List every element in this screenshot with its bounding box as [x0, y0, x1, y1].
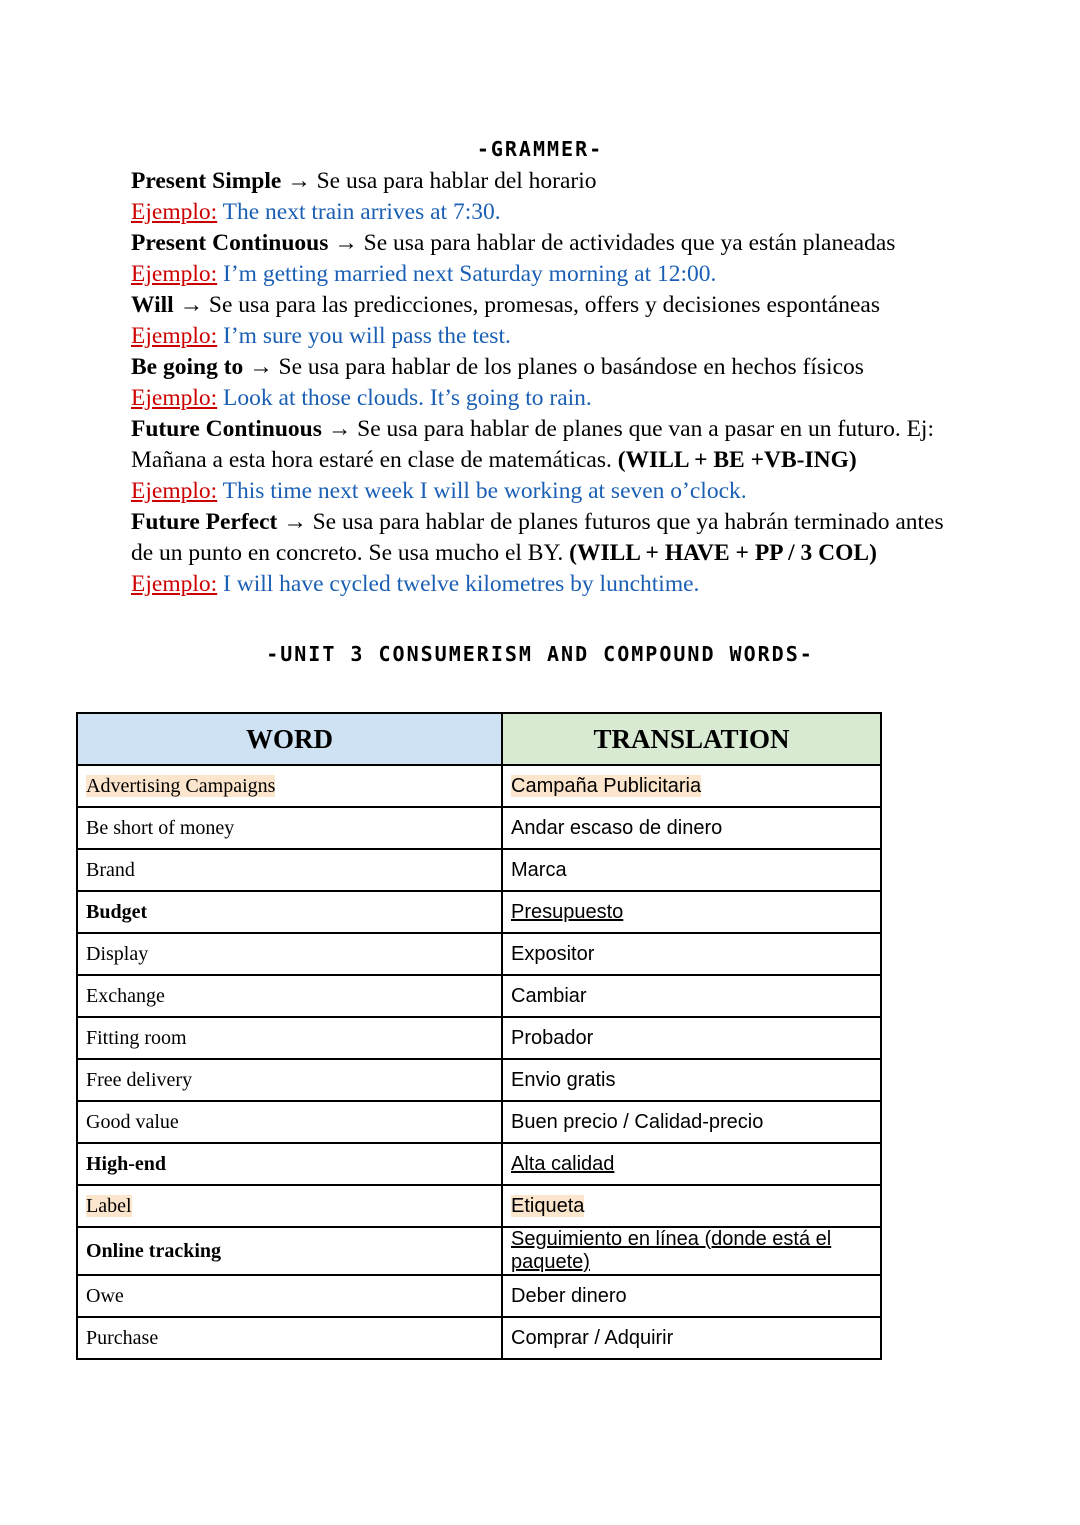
grammar-desc: Se usa para hablar del horario	[316, 168, 597, 194]
translation-cell	[502, 765, 881, 807]
word-cell	[77, 1227, 502, 1275]
word-text: Free delivery	[86, 1068, 193, 1091]
word-cell	[77, 891, 502, 933]
arrow-icon: →	[287, 168, 311, 194]
translation-text: Expositor	[511, 942, 595, 965]
grammar-term: Be going to	[131, 354, 244, 380]
grammar-example	[131, 569, 961, 600]
translation-cell	[502, 1227, 881, 1275]
word-text: Owe	[86, 1284, 124, 1307]
word-cell	[77, 1185, 502, 1227]
grammar-rule	[131, 290, 961, 321]
grammar-term: Future Perfect	[131, 509, 278, 535]
example-label: Ejemplo:	[131, 323, 218, 349]
translation-cell	[502, 1317, 881, 1359]
grammar-desc: Se usa para hablar de planes que van a pasar en un futuro. Ej: Mañana a esta hora estaré en clase de matemáticas.	[131, 416, 934, 473]
grammar-term: Will	[131, 292, 174, 318]
translation-text: Comprar / Adquirir	[511, 1326, 674, 1349]
table-row	[77, 891, 881, 933]
word-text: Online tracking	[86, 1239, 222, 1262]
grammar-rule	[131, 507, 961, 569]
grammar-rule	[131, 352, 961, 383]
word-cell	[77, 807, 502, 849]
translation-cell	[502, 891, 881, 933]
table-row	[77, 765, 881, 807]
translation-cell	[502, 1059, 881, 1101]
word-cell	[77, 933, 502, 975]
example-text: This time next week I will be working at seven o’clock.	[222, 478, 747, 504]
word-cell	[77, 1143, 502, 1185]
column-header-translation: TRANSLATION	[502, 713, 881, 765]
table-row	[77, 1059, 881, 1101]
arrow-icon: →	[334, 230, 358, 256]
arrow-icon: →	[283, 509, 307, 535]
table-row	[77, 849, 881, 891]
example-label: Ejemplo:	[131, 385, 218, 411]
grammar-section	[131, 166, 961, 600]
translation-text: Presupuesto	[511, 900, 624, 923]
grammar-rule	[131, 228, 961, 259]
grammar-example	[131, 383, 961, 414]
table-row	[77, 1185, 881, 1227]
grammar-example	[131, 197, 961, 228]
translation-cell	[502, 933, 881, 975]
grammar-example	[131, 259, 961, 290]
translation-cell	[502, 975, 881, 1017]
grammar-desc: Se usa para hablar de actividades que ya están planeadas	[363, 230, 896, 256]
column-header-word: WORD	[77, 713, 502, 765]
grammar-term: Present Continuous	[131, 230, 329, 256]
word-cell	[77, 975, 502, 1017]
grammar-heading: -GRAMMER-	[476, 137, 604, 161]
word-text: Budget	[86, 900, 148, 923]
table-row	[77, 933, 881, 975]
word-cell	[77, 1275, 502, 1317]
translation-text: Deber dinero	[511, 1284, 627, 1307]
translation-cell	[502, 1185, 881, 1227]
grammar-example	[131, 321, 961, 352]
example-label: Ejemplo:	[131, 199, 218, 225]
vocabulary-table	[76, 712, 882, 1360]
grammar-desc: Se usa para hablar de los planes o basándose en hechos físicos	[278, 354, 864, 380]
word-text: Brand	[86, 858, 135, 881]
word-text: Be short of money	[86, 816, 235, 839]
translation-cell	[502, 1143, 881, 1185]
table-row	[77, 1143, 881, 1185]
translation-text: Seguimiento en línea (donde está el paquete)	[511, 1228, 832, 1273]
word-cell	[77, 1017, 502, 1059]
translation-cell	[502, 807, 881, 849]
arrow-icon: →	[249, 354, 273, 380]
translation-text: Envio gratis	[511, 1068, 616, 1091]
translation-text: Buen precio / Calidad-precio	[511, 1110, 764, 1133]
example-text: The next train arrives at 7:30.	[222, 199, 501, 225]
arrow-icon: →	[179, 292, 204, 318]
translation-cell	[502, 1017, 881, 1059]
translation-text: Campaña Publicitaria	[511, 774, 702, 797]
table-row	[77, 807, 881, 849]
table-row	[77, 1017, 881, 1059]
translation-text: Cambiar	[511, 984, 587, 1007]
word-cell	[77, 1059, 502, 1101]
grammar-rule	[131, 414, 961, 476]
word-text: Display	[86, 942, 149, 965]
word-text: Fitting room	[86, 1026, 187, 1049]
arrow-icon: →	[327, 416, 352, 442]
example-text: Look at those clouds. It’s going to rain.	[223, 385, 592, 411]
word-text: Good value	[86, 1110, 179, 1133]
grammar-rule	[131, 166, 961, 197]
word-text: Exchange	[86, 984, 165, 1007]
translation-text: Marca	[511, 858, 567, 881]
word-text: High-end	[86, 1152, 167, 1175]
table-row	[77, 1101, 881, 1143]
example-text: I will have cycled twelve kilometres by lunchtime.	[223, 571, 700, 597]
word-cell	[77, 765, 502, 807]
translation-cell	[502, 1275, 881, 1317]
grammar-formula: (WILL + HAVE + PP / 3 COL)	[569, 540, 877, 566]
grammar-desc: Se usa para hablar de planes futuros que ya habrán terminado antes de un punto en concreto. Se usa mucho el BY.	[131, 509, 944, 566]
translation-cell	[502, 849, 881, 891]
example-label: Ejemplo:	[131, 261, 218, 287]
translation-cell	[502, 1101, 881, 1143]
example-label: Ejemplo:	[131, 478, 218, 504]
table-header-row	[77, 713, 881, 765]
word-text: Advertising Campaigns	[86, 774, 276, 797]
word-text: Purchase	[86, 1326, 159, 1349]
example-label: Ejemplo:	[131, 571, 218, 597]
table-row	[77, 1275, 881, 1317]
grammar-term: Present Simple	[131, 168, 282, 194]
table-row	[77, 975, 881, 1017]
grammar-desc: Se usa para las predicciones, promesas, offers y decisiones espontáneas	[208, 292, 880, 318]
translation-text: Andar escaso de dinero	[511, 816, 723, 839]
table-row	[77, 1317, 881, 1359]
example-text: I’m sure you will pass the test.	[223, 323, 511, 349]
example-text: I’m getting married next Saturday morning at 12:00.	[223, 261, 717, 287]
word-cell	[77, 1317, 502, 1359]
grammar-example	[131, 476, 961, 507]
translation-text: Etiqueta	[511, 1194, 585, 1217]
translation-text: Alta calidad	[511, 1152, 615, 1175]
word-cell	[77, 1101, 502, 1143]
unit-heading: -UNIT 3 CONSUMERISM AND COMPOUND WORDS-	[266, 642, 814, 666]
grammar-term: Future Continuous	[131, 416, 322, 442]
table-row	[77, 1227, 881, 1275]
word-text: Label	[86, 1194, 132, 1217]
word-cell	[77, 849, 502, 891]
translation-text: Probador	[511, 1026, 594, 1049]
grammar-formula: (WILL + BE +VB-ING)	[617, 447, 857, 473]
